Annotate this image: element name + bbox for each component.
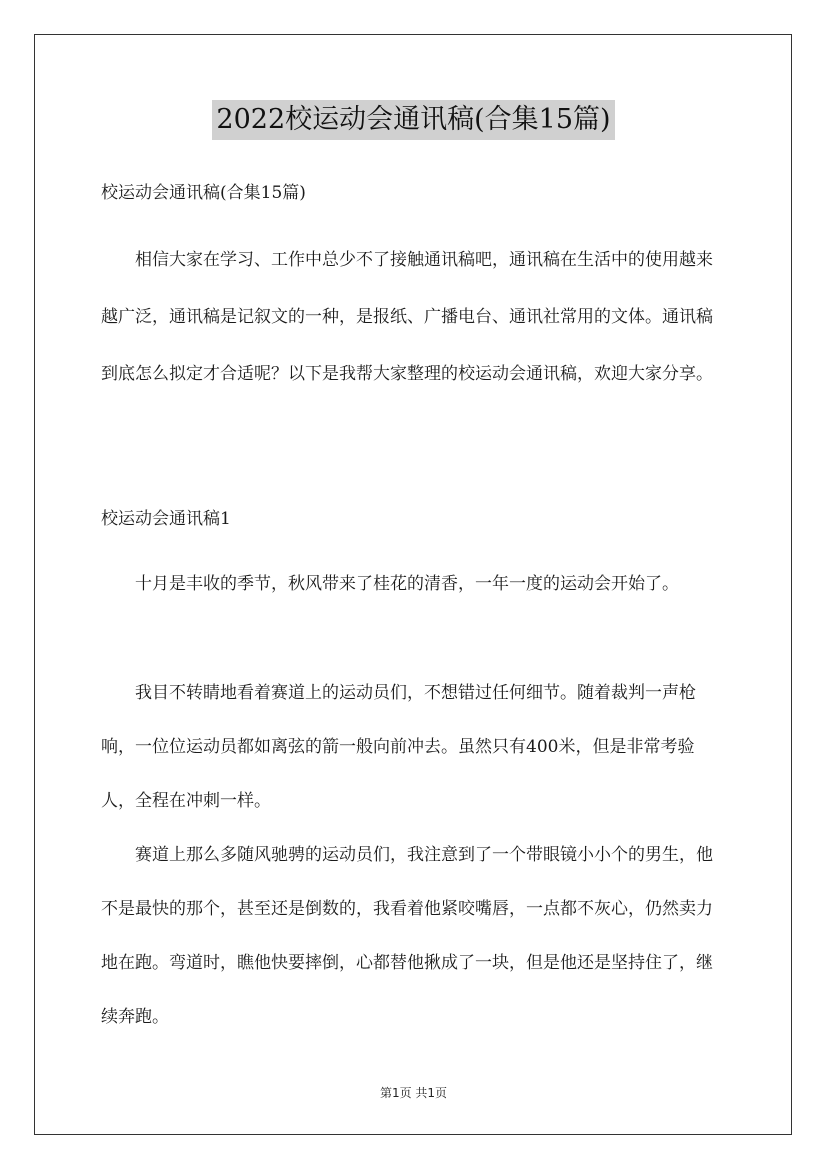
- section-heading: 校运动会通讯稿1: [101, 509, 231, 529]
- intro-paragraph: [101, 232, 726, 403]
- document-title: 2022校运动会通讯稿(合集15篇): [212, 100, 614, 140]
- body-paragraph-1: [101, 556, 726, 613]
- intro-text: 相信大家在学习、工作中总少不了接触通讯稿吧，通讯稿在生活中的使用越来越广泛，通讯稿是记叙文的一种，是报纸、广播电台、通讯社常用的文体。通讯稿到底怎么拟定才合适呢？以下是我帮大家整理的校运动会通讯稿，欢迎大家分享。: [101, 250, 713, 384]
- page-footer: 第1页 共1页: [379, 1086, 448, 1100]
- document-subtitle: 校运动会通讯稿(合集15篇): [101, 183, 306, 203]
- body-paragraph-3-text: 赛道上那么多随风驰骋的运动员们，我注意到了一个带眼镜小小个的男生，他不是最快的那个，甚至还是倒数的，我看着他紧咬嘴唇，一点都不灰心，仍然卖力地在跑。弯道时，瞧他快要摔倒，心都替他揪成了一块，但是他还是坚持住了，继续奔跑。: [101, 845, 713, 1027]
- title-container: [0, 100, 827, 140]
- body-paragraph-1-text: 十月是丰收的季节，秋风带来了桂花的清香，一年一度的运动会开始了。: [135, 574, 679, 594]
- body-paragraph-3: [101, 828, 726, 1044]
- body-paragraph-2: [101, 666, 726, 828]
- body-paragraph-2-text: 我目不转睛地看着赛道上的运动员们，不想错过任何细节。随着裁判一声枪响，一位位运动员都如离弦的箭一般向前冲去。虽然只有400米，但是非常考验人，全程在冲刺一样。: [101, 683, 696, 811]
